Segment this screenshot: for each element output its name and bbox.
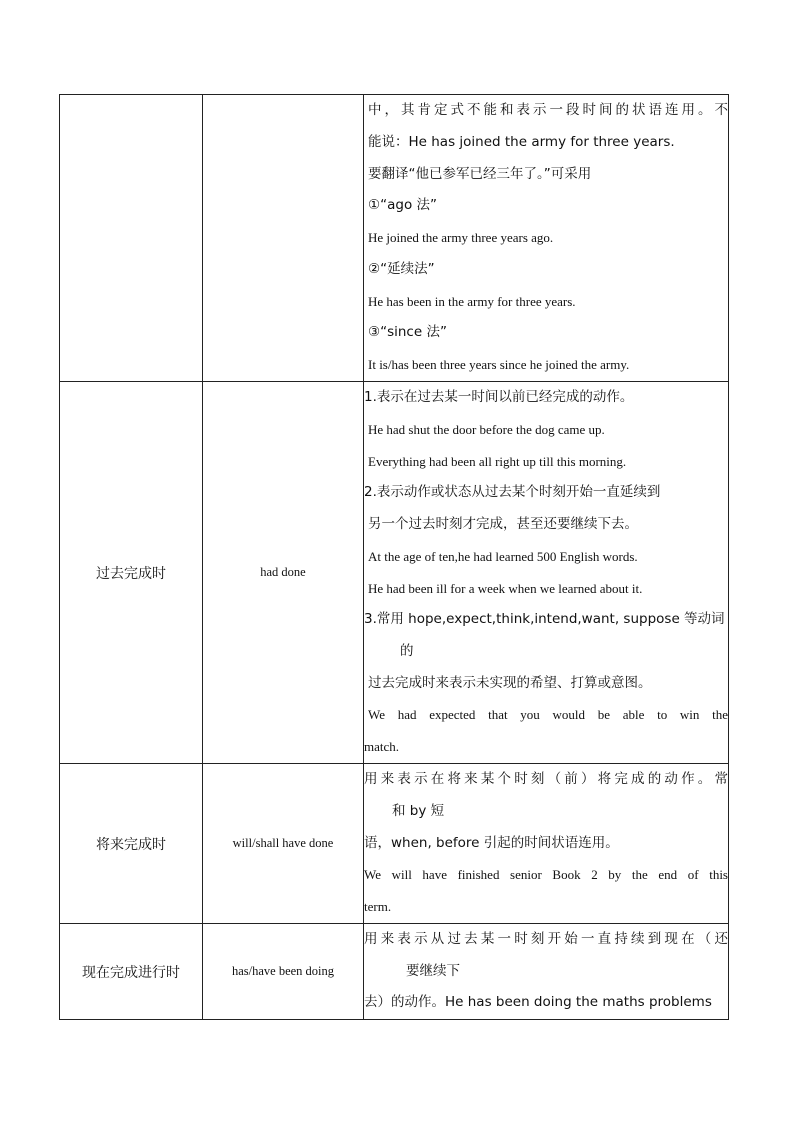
usage-line: 去）的动作。He has been doing the maths problems	[364, 994, 712, 1011]
usage-line: term.	[364, 899, 392, 915]
tense-name-cell: 过去完成时	[60, 382, 203, 764]
tense-form-cell: will/shall have done	[203, 764, 364, 924]
usage-cell	[364, 382, 729, 764]
usage-line: ①“ago 法”	[368, 197, 437, 214]
usage-cell	[364, 95, 729, 382]
usage-line: 的	[400, 642, 414, 659]
tense-form-cell	[203, 95, 364, 382]
usage-cell	[364, 924, 729, 1020]
usage-line: 要继续下	[406, 962, 460, 979]
usage-line: It is/has been three years since he joined the army.	[368, 356, 630, 372]
usage-line: 语，when, before 引起的时间状语连用。	[364, 834, 619, 851]
table-row	[60, 382, 729, 764]
tense-name-cell	[60, 95, 203, 382]
usage-line: ②“延续法”	[368, 260, 435, 277]
usage-line: match.	[364, 738, 400, 754]
usage-cell	[364, 764, 729, 924]
tense-form-cell: had done	[203, 382, 364, 764]
tense-form-cell: has/have been doing	[203, 924, 364, 1020]
usage-line: At the age of ten,he had learned 500 English words.	[368, 548, 638, 564]
tense-name-cell: 现在完成进行时	[60, 924, 203, 1020]
usage-line: 另一个过去时刻才完成，甚至还要继续下去。	[368, 516, 638, 533]
usage-line: 用来表示从过去某一时刻开始一直持续到现在（还	[364, 931, 728, 947]
usage-line: He joined the army three years ago.	[368, 230, 554, 246]
usage-line: 用来表示在将来某个时刻（前）将完成的动作。常	[364, 771, 728, 788]
usage-line: 2.表示动作或状态从过去某个时刻开始一直延续到	[364, 484, 661, 501]
usage-line: 中，其肯定式不能和表示一段时间的状语连用。不	[368, 102, 728, 119]
table-row	[60, 95, 729, 382]
usage-line: He has been in the army for three years.	[368, 293, 576, 309]
usage-line: 3.常用 hope,expect,think,intend,want, suppose 等动词	[364, 611, 725, 628]
usage-line: He had shut the door before the dog came up.	[368, 422, 605, 438]
usage-line: 要翻译“他已参军已经三年了。”可采用	[368, 165, 592, 182]
usage-line: We had expected that you would be able to win the	[368, 707, 728, 723]
table-row	[60, 924, 729, 1020]
tense-name-cell: 将来完成时	[60, 764, 203, 924]
usage-line: He had been ill for a week when we learned about it.	[368, 580, 643, 596]
table-row	[60, 764, 729, 924]
usage-line: ③“since 法”	[368, 324, 447, 341]
usage-line: We will have finished senior Book 2 by the end of this	[364, 867, 728, 883]
usage-line: 能说：He has joined the army for three years.	[368, 134, 675, 151]
usage-line: 1.表示在过去某一时间以前已经完成的动作。	[364, 389, 634, 406]
usage-line: Everything had been all right up till this morning.	[368, 453, 627, 469]
usage-line: 过去完成时来表示未实现的希望、打算或意图。	[368, 674, 652, 691]
usage-line: 和 by 短	[392, 802, 445, 819]
grammar-table	[59, 94, 729, 1020]
